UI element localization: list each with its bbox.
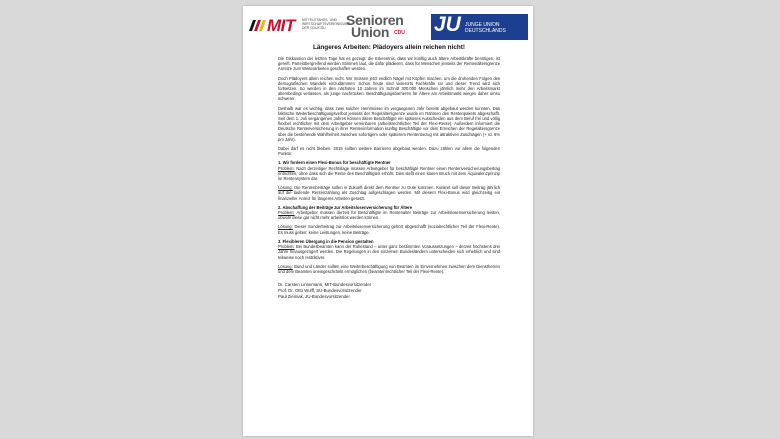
solution-label: Lösung: <box>278 185 293 191</box>
signature-block <box>278 282 500 300</box>
section-solution <box>278 264 500 274</box>
section-problem <box>278 244 500 260</box>
problem-label: Problem: <box>278 244 295 250</box>
senioren-logo-line2: Union <box>351 24 390 40</box>
senioren-logo-cdu: CDU <box>394 30 405 36</box>
document-title: Längeres Arbeiten: Plädoyers allein reichen nicht! <box>312 44 466 51</box>
section-solution <box>278 185 500 201</box>
intro-paragraph: Doch Plädoyers allein reichen nicht. Wir müssen jetzt endlich Nägel mit Köpfen machen, um die drohenden Folgen des demografischen Wandels einzudämmen. Schon heute sind vielerorts Fachkräfte rar und dieser Trend wird sich fortsetzen. So werden in den nächsten 10 Jahren im Schnitt 300.000 Menschen jährlich mehr den Arbeitsmarkt altersbedingt verlassen, als junge nachrücken. Beschäftigungsbarrieren für Ältere am Arbeitsmarkt wiegen daher umso schwerer. <box>278 75 500 102</box>
document-page <box>243 6 533 436</box>
problem-label: Problem: <box>278 165 295 171</box>
mit-logo <box>247 16 351 38</box>
logo-bar <box>243 10 533 40</box>
intro-paragraph: Die Diskussion der letzten Tage hat es gezeigt: die Erkenntnis, dass wir künftig auch ältere Arbeitskräfte benötigen, ist gereift. Parteiübergreifend werden Stimmen laut, die dafür plädieren, dass für Menschen jenseits der Rentenaltersgrenze Anreize zum Weiterarbeiten geschaffen werden. <box>278 56 500 72</box>
ju-logo-subtitle: JUNGE UNION DEUTSCHLANDS <box>465 22 506 34</box>
section-problem <box>278 210 500 220</box>
mit-logo-subtitle: MITTELSTANDS- UND WIRTSCHAFTSVEREINIGUNG DER CDU/CSU <box>302 18 351 30</box>
problem-label: Problem: <box>278 210 295 216</box>
solution-label: Lösung: <box>278 263 293 269</box>
section-problem <box>278 166 500 182</box>
problem-text: Arbeitgeber müssen derzeit für Beschäftigte im Rentenalter Beiträge zur Arbeitslosenversicherung leisten, obwohl diese gar nicht mehr arbeitslos werden können. <box>278 210 500 221</box>
signature-line: Paul Ziemiak, JU-Bundesvorsitzender <box>278 294 350 300</box>
senioren-union-logo <box>346 12 418 40</box>
mit-flag-icon <box>247 19 267 32</box>
intro-paragraph: Dabei darf es nicht bleiben. 2015 sollten weitere Barrieren abgebaut werden. Dazu zählen vor allem die folgenden Punkte: <box>278 146 500 157</box>
intro-paragraph: Deshalb war es wichtig, dass zwei solcher Hemmnisse im vergangenen Jahr bereits abgebaut werden konnten. Das faktische Weiterbeschäftigungsverbot jenseits der Regelaltersgrenze wurde im Rahmen des Rentenpakets abgeschafft. Seit dem 1. Juli vergangenen Jahres können ältere Beschäftigte ein späteres Ausscheiden aus dem Beruf frei und völlig flexibel rechtlicher mit dem Arbeitgeber vereinbaren (arbeitsrechtlicher Teil der Flexi-Rente). Außerdem informiert die Deutsche Rentenversicherung in ihrer Renteninformation künftig Beschäftigte vor dem Erreichen der Regelaltersgrenze über die bestehende Wahlfreiheit zwischen sofortigem oder späterem Rentenbezug mit attraktiven Zuschlägen (+ rd. 6% pro Jahr). <box>278 105 500 142</box>
section-heading: 3. Flexibleren Übergang in die Pension gestalten <box>278 238 374 244</box>
signature-line: Prof. Dr. Otto Wulff, SU-Bundesvorsitzender <box>278 288 362 294</box>
document-content <box>278 44 500 300</box>
section-heading: 1. Wir fordern einen Flexi-Bonus für beschäftigte Rentner <box>278 160 391 166</box>
problem-text: Nach derzeitiger Rechtslage müssen Arbeitgeber für beschäftigte Rentner einen Rentenversicherungsbeitrag entrichten, ohne dass sich die Rente des Beschäftigten erhöht. Dies stellt einen klaren Bruch mit dem Äquivalenzprinzip im Rentensystem dar. <box>278 165 500 182</box>
junge-union-logo <box>431 14 528 40</box>
solution-text: Dieser Sonderbeitrag zur Arbeitslosenversicherung gehört abgeschafft (sozialrechtlicher Teil der Flexi-Rente). Es muss gelten: keine Leistungen, keine Beiträge. <box>278 224 500 235</box>
mit-logo-text: MIT <box>267 16 295 35</box>
solution-label: Lösung: <box>278 224 293 230</box>
problem-text: Bei Bundesbeamten kann der Ruhestand – unter ganz bestimmten Voraussetzungen – derzeit höchstens drei Jahre hinausgezögert werden. Die Regelungen in den einzelnen Bundesländern unterscheiden sich erheblich und sind teilweise noch restriktiver. <box>278 244 500 260</box>
section-solution <box>278 224 500 234</box>
solution-text: Bund und Länder sollten eine Weiterbeschäftigung von Beamten im Einvernehmen zwischen dem Dienstherren und dem Beamten uneingeschränkt ermöglichen (beamtenrechtlicher Teil der Flexi-Rente). <box>278 263 500 274</box>
signature-line: Dr. Carsten Linnemann, MIT-Bundesvorsitzender <box>278 282 372 288</box>
senioren-logo-line1: Senioren <box>346 12 404 28</box>
ju-logo-text: JU <box>434 13 461 36</box>
solution-text: Die Rentenbeiträge sollen in Zukunft direkt dem Rentner zu Gute kommen. Konkret soll dieser Beitrag jährlich auf die laufende Rentenzahlung als Zuschlag aufgeschlagen werden. Mit diesem Flexi-Bonus wird gleichzeitig ein finanzieller Anreiz für längeres Arbeiten gesetzt. <box>278 185 500 201</box>
section-heading: 2. Abschaffung der Beiträge zur Arbeitslosenversicherung für Ältere <box>278 204 413 210</box>
